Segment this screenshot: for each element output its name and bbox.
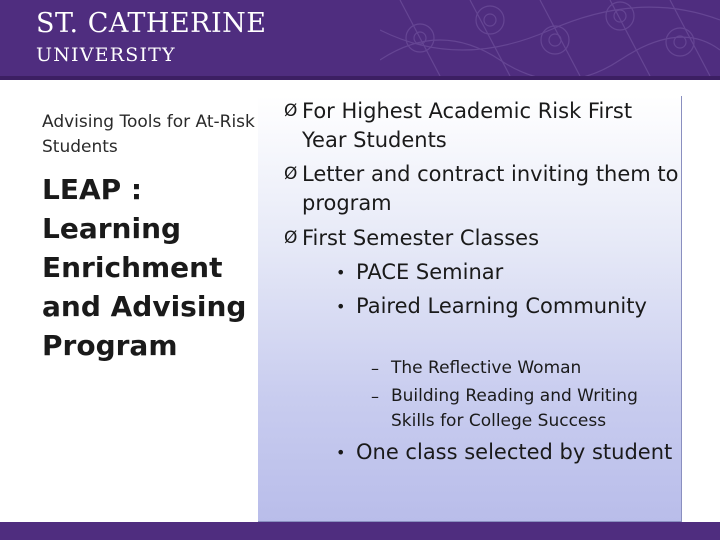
- sub-bullet-text: PACE Seminar: [356, 260, 504, 284]
- bullet-item: [284, 160, 682, 218]
- sub-sub-bullet-item: [371, 384, 681, 434]
- dot-bullet-icon: •: [336, 297, 346, 316]
- footer-bar: [0, 522, 720, 540]
- dash-bullet-icon: –: [371, 359, 379, 378]
- sub-sub-bullet-item: [371, 356, 681, 381]
- slide-title: LEAP : Learning Enrichment and Advising Program: [42, 173, 247, 362]
- sub-bullet-text: Paired Learning Community: [356, 294, 647, 318]
- logo-university: UNIVERSITY: [36, 44, 176, 66]
- arrow-bullet-icon: Ø: [284, 101, 298, 121]
- sub-bullet-item: [336, 438, 676, 467]
- header-bar: [0, 0, 720, 80]
- sub-sub-bullet-text: Building Reading and Writing Skills for College Success: [391, 386, 638, 431]
- bullet-text: For Highest Academic Risk First Year Students: [302, 99, 633, 152]
- arrow-bullet-icon: Ø: [284, 228, 298, 248]
- header-divider: [0, 76, 720, 80]
- slide-subtitle: Advising Tools for At-Risk Students: [42, 112, 255, 157]
- arrow-bullet-icon: Ø: [284, 164, 298, 184]
- decorative-pattern: [380, 0, 720, 76]
- bullet-item: [284, 224, 682, 253]
- dot-bullet-icon: •: [336, 263, 346, 282]
- dash-bullet-icon: –: [371, 387, 379, 406]
- sub-bullet-item: [336, 292, 676, 321]
- sub-sub-bullet-text: The Reflective Woman: [391, 358, 582, 378]
- dot-bullet-icon: •: [336, 443, 346, 462]
- bullet-text: First Semester Classes: [302, 226, 540, 250]
- bullet-text: Letter and contract inviting them to program: [302, 162, 679, 215]
- logo-name: ST. CATHERINE: [36, 8, 267, 39]
- sub-bullet-text: One class selected by student: [356, 440, 673, 464]
- bullet-item: [284, 97, 682, 155]
- sub-bullet-item: [336, 258, 676, 287]
